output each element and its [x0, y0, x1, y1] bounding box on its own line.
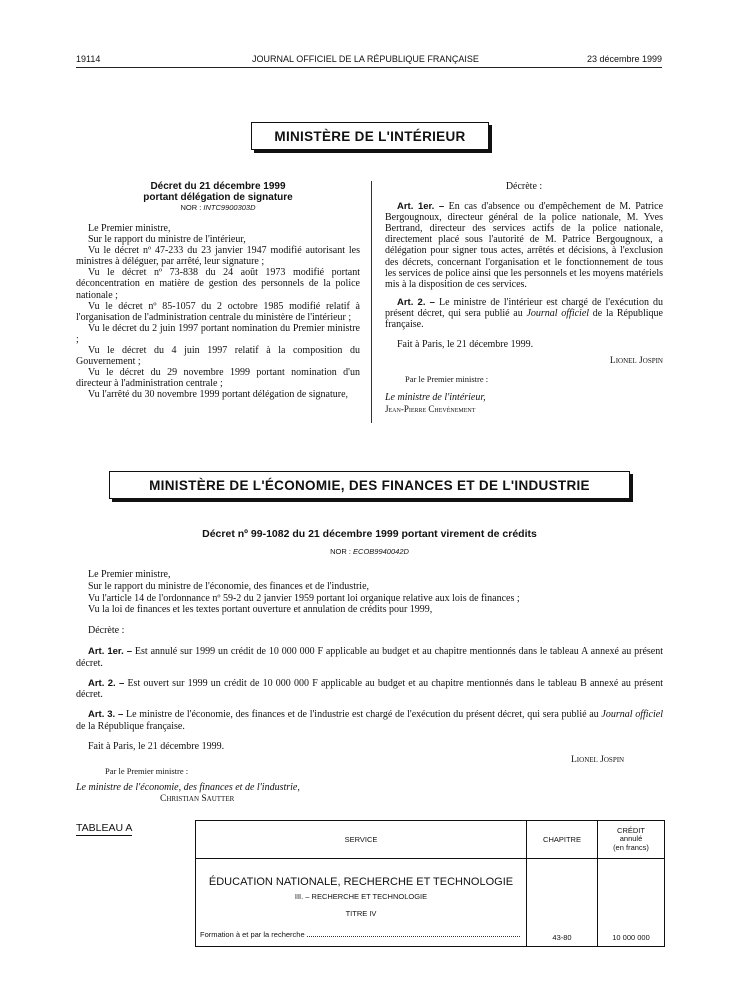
visa-para: Sur le rapport du ministre de l'économie, des finances et de l'industrie,: [88, 580, 370, 592]
article-1: [385, 201, 663, 290]
body-2: [76, 569, 663, 753]
service-cell: [196, 859, 527, 947]
article-2-label: Art. 2. –: [88, 677, 125, 689]
visa-para: Vu la loi de finances et les textes portant ouverture et annulation de crédits pour 1999,: [88, 604, 433, 616]
col-credit-l2: annulé: [619, 834, 643, 844]
leader-dots: [307, 936, 520, 937]
article-1-label: Art. 1er. –: [397, 201, 445, 213]
article-1-label: Art. 1er. –: [88, 645, 133, 657]
article-2-label: Art. 2. –: [397, 296, 435, 308]
article-2-text: Le ministre de l'intérieur est chargé de l'exécution du présent décret, qui sera publié au: [385, 296, 663, 319]
credit-table: [195, 820, 665, 947]
fait-a-paris-1: Fait à Paris, le 21 décembre 1999.: [397, 339, 534, 351]
article-2-text: Est ouvert sur 1999 un crédit de 10 000 000 F applicable au budget et au chapitre mentionnés dans le tableau B annexé au présent décret.: [76, 677, 663, 701]
col-chapitre: CHAPITRE: [527, 821, 598, 859]
article-3: [76, 709, 663, 733]
ministry-title: MINISTÈRE DE L'INTÉRIEUR: [274, 128, 466, 144]
chapitre-cell: 43-80: [527, 859, 598, 947]
journal-officiel-italic: Journal officiel: [526, 307, 590, 319]
visa-para: Sur le rapport du ministre de l'intérieur,: [88, 234, 246, 246]
ministry-box-economie: [109, 471, 630, 499]
article-3-text-end: de la République française.: [76, 720, 185, 732]
minister-role-2: Le ministre de l'économie, des finances et de l'industrie,: [76, 782, 300, 793]
page-number: 19114: [76, 54, 101, 64]
signature-jospin-1: Lionel Jospin: [609, 356, 663, 367]
journal-title: JOURNAL OFFICIEL DE LA RÉPUBLIQUE FRANÇAISE: [252, 54, 479, 64]
column-separator: [371, 181, 372, 423]
par-premier-ministre-2: Par le Premier ministre :: [105, 766, 189, 776]
sub-dept: III. – RECHERCHE ET TECHNOLOGIE: [294, 892, 428, 901]
row-label-line: [200, 930, 522, 939]
article-3-text: Le ministre de l'économie, des finances et de l'industrie est chargé de l'exécution du présent décret, qui sera publié au: [126, 709, 602, 721]
decree-title-1: Décret du 21 décembre 1999: [150, 181, 286, 192]
nor-line-2: [76, 547, 663, 556]
signature-jospin-2: Lionel Jospin: [571, 755, 625, 765]
visa-para: Vu l'article 14 de l'ordonnance nº 59-2 du 2 janvier 1959 portant loi organique relative aux lois de finances ;: [88, 592, 520, 604]
nor-label: NOR :: [330, 547, 351, 556]
article-1: [76, 646, 663, 670]
visa-para: Vu le décret nº 47-233 du 23 janvier 1947 modifié autorisant les ministres à déléguer, par arrêté, leur signature ;: [76, 245, 360, 268]
decree-subtitle-1: portant délégation de signature: [143, 192, 293, 203]
journal-officiel-italic: Journal officiel: [601, 709, 663, 721]
right-column: [385, 181, 663, 415]
visa-para: Le Premier ministre,: [88, 569, 171, 580]
article-3-label: Art. 3. –: [88, 709, 124, 721]
issue-date: 23 décembre 1999: [586, 54, 662, 64]
col-credit-l3: (en francs): [613, 842, 649, 852]
visa-para: Vu le décret du 4 juin 1997 relatif à la composition du Gouvernement ;: [76, 345, 360, 368]
nor-code: INTC9900303D: [203, 203, 256, 212]
visa-para: Vu le décret nº 73-838 du 24 août 1973 modifié portant déconcentration en matière de gestion des personnels de la police nationale ;: [76, 267, 360, 301]
decrete-1: Décrète :: [505, 181, 543, 192]
par-premier-ministre-1: Par le Premier ministre :: [405, 374, 489, 385]
header-rule: [76, 67, 662, 68]
table-header-row: [196, 821, 665, 859]
tableau-label: TABLEAU A: [76, 822, 133, 834]
left-column: [76, 181, 360, 401]
article-2-text-end: de la République française.: [385, 307, 663, 331]
minister-name-2: Christian Sautter: [160, 794, 235, 804]
table-row: [196, 859, 665, 947]
col-credit: [598, 821, 665, 859]
ministry-title: MINISTÈRE DE L'ÉCONOMIE, DES FINANCES ET DE L'INDUSTRIE: [149, 477, 590, 493]
visa-para: Vu le décret nº 85-1057 du 2 octobre 1985 modifié relatif à l'organisation de l'administration centrale du ministère de l'intérieur ;: [76, 300, 360, 323]
dept-name: ÉDUCATION NATIONALE, RECHERCHE ET TECHNOLOGIE: [208, 876, 514, 888]
nor-label: NOR :: [180, 203, 202, 212]
nor-code: ECOB9940042D: [353, 547, 409, 556]
titre-label: TITRE IV: [345, 909, 377, 918]
ministry-box-interieur: [251, 122, 489, 150]
minister-role-1: Le ministre de l'intérieur,: [385, 392, 486, 404]
row-label: Formation à et par la recherche: [200, 930, 305, 939]
nor-line-1: [76, 203, 360, 213]
fait-a-paris-2: Fait à Paris, le 21 décembre 1999.: [88, 740, 225, 752]
credit-cell: 10 000 000: [598, 859, 665, 947]
visa-para: Le Premier ministre,: [88, 223, 171, 234]
visa-para: Vu le décret du 29 novembre 1999 portant nomination d'un directeur à l'administration centrale ;: [76, 367, 360, 390]
visa-para: Vu l'arrêté du 30 novembre 1999 portant délégation de signature,: [88, 389, 349, 401]
col-credit-l1: CRÉDIT: [617, 825, 645, 835]
article-1-text: Est annulé sur 1999 un crédit de 10 000 000 F applicable au budget et au chapitre mentionnés dans le tableau A annexé au présent décret.: [76, 645, 664, 669]
decrete-2: Décrète :: [88, 625, 125, 637]
col-service: SERVICE: [196, 821, 527, 859]
article-2: [76, 678, 663, 702]
visas-1: [76, 223, 360, 401]
minister-name-1: Jean-Pierre Chevènement: [385, 403, 476, 414]
article-1-text: En cas d'absence ou d'empêchement de M. Patrice Bergougnoux, directeur général de la police nationale, M. Yves Bertrand, directeur des services actifs de la police nationale, directement placé sous l'autorité de M. Patrice Bergougnoux, a délégation pour signer tous actes, arrêtés et décisions, à l'exclusion des décrets, concernant l'organisation et le fonctionnement de tous les services de police ainsi que les personnels et les moyens matériels mis à la disposition de ces services.: [385, 201, 664, 290]
decree-title-2: Décret nº 99-1082 du 21 décembre 1999 portant virement de crédits: [202, 528, 537, 540]
visa-para: Vu le décret du 2 juin 1997 portant nomination du Premier ministre ;: [76, 322, 360, 345]
article-2: [385, 297, 663, 330]
